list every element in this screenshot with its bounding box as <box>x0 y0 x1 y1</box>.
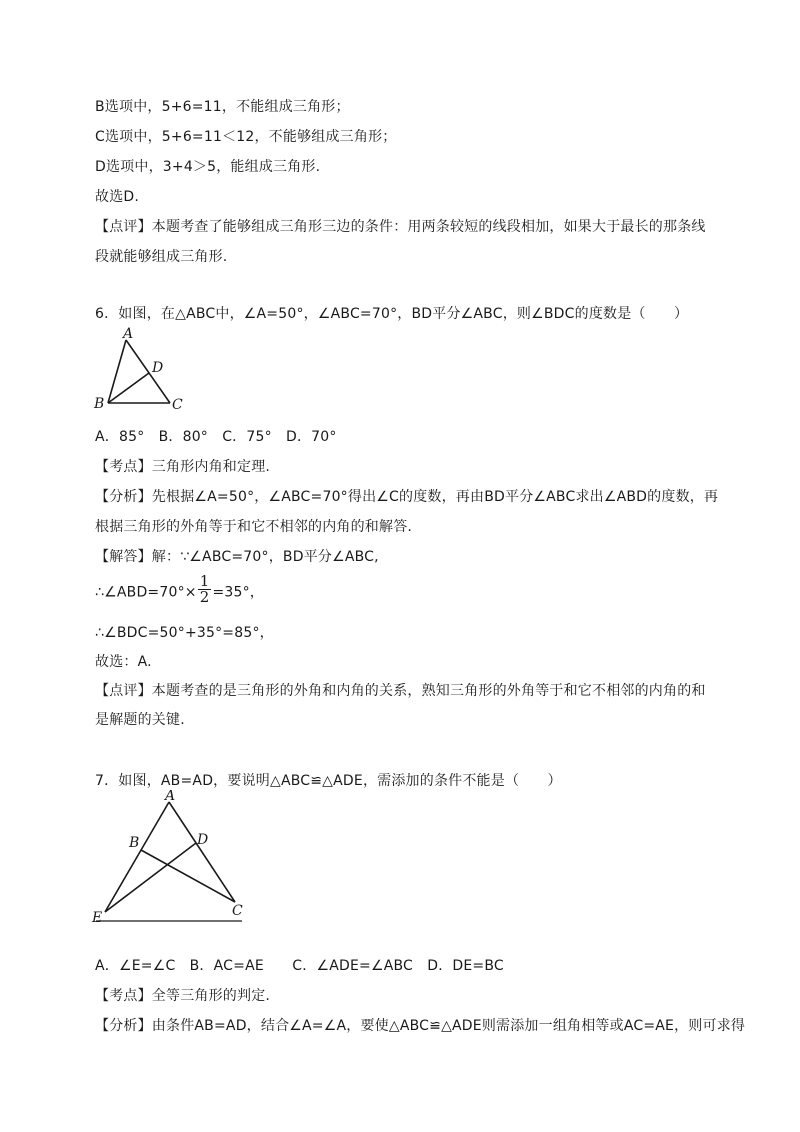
text-line: 是解题的关键. <box>95 712 185 728</box>
math-line-fraction <box>95 572 264 608</box>
segment-de <box>105 843 196 912</box>
text-line: 【考点】全等三角形的判定. <box>95 988 271 1004</box>
math-suffix: =35°， <box>212 584 264 601</box>
text-line: 【分析】由条件AB=AD，结合∠A=∠A，要使△ABC≌△ADE则需添加一组角相等或AC=AE，则可求得 <box>95 1018 746 1034</box>
label-c: C <box>232 903 243 919</box>
text-line: 【分析】先根据∠A=50°，∠ABC=70°得出∠C的度数，再由BD平分∠ABC求出∠ABD的度数，再 <box>95 489 719 505</box>
label-e: E <box>92 910 103 926</box>
text-line: ∴∠BDC=50°+35°=85°， <box>95 625 274 641</box>
segment-bd <box>108 373 149 403</box>
label-d: D <box>152 360 164 376</box>
label-a: A <box>123 326 134 342</box>
figure-congruent-triangles <box>90 790 250 930</box>
segment-ac <box>126 340 170 403</box>
text-line: 段就能够组成三角形. <box>95 249 228 265</box>
question-7-stem: 7．如图，AB=AD，要说明△ABC≌△ADE，需添加的条件不能是（ ） <box>95 773 562 789</box>
label-c: C <box>172 397 183 413</box>
math-prefix: ∴∠ABD=70°× <box>95 584 197 601</box>
segment-bc <box>141 850 235 902</box>
segment-ac <box>169 802 235 902</box>
text-line: 【点评】本题考查的是三角形的外角和内角的关系，熟知三角形的外角等于和它不相邻的内角的和 <box>95 683 706 699</box>
text-line: 【解答】解：∵∠ABC=70°，BD平分∠ABC, <box>95 549 379 565</box>
text-line: 根据三角形的外角等于和它不相邻的内角的和解答. <box>95 519 413 535</box>
label-b: B <box>129 835 140 851</box>
fraction-numerator: 1 <box>199 572 210 590</box>
text-line: 故选：A. <box>95 654 152 670</box>
figure-triangle-abc-bisector <box>90 326 200 416</box>
fraction <box>198 574 212 605</box>
text-line: 故选D. <box>95 189 140 205</box>
question-6-stem: 6．如图，在△ABC中，∠A=50°，∠ABC=70°，BD平分∠ABC，则∠BDC的度数是（ ） <box>95 306 689 322</box>
text-line: D选项中，3+4＞5，能组成三角形. <box>95 159 321 175</box>
question-6-options: A．85° B．80° C．75° D．70° <box>95 429 337 445</box>
label-a: A <box>165 790 176 804</box>
segment-ae <box>105 802 169 912</box>
label-b: B <box>94 396 105 412</box>
question-7-options: A．∠E=∠C B．AC=AE C．∠ADE=∠ABC D．DE=BC <box>95 958 504 974</box>
segment-ab <box>108 340 126 403</box>
label-d: D <box>197 832 209 848</box>
text-line: 【点评】本题考查了能够组成三角形三边的条件：用两条较短的线段相加，如果大于最长的那条线 <box>95 219 706 235</box>
fraction-denominator: 2 <box>199 588 210 606</box>
text-line: C选项中，5+6=11＜12，不能够组成三角形； <box>95 129 397 145</box>
text-line: 【考点】三角形内角和定理. <box>95 459 271 475</box>
text-line: B选项中，5+6=11，不能组成三角形； <box>95 99 350 115</box>
